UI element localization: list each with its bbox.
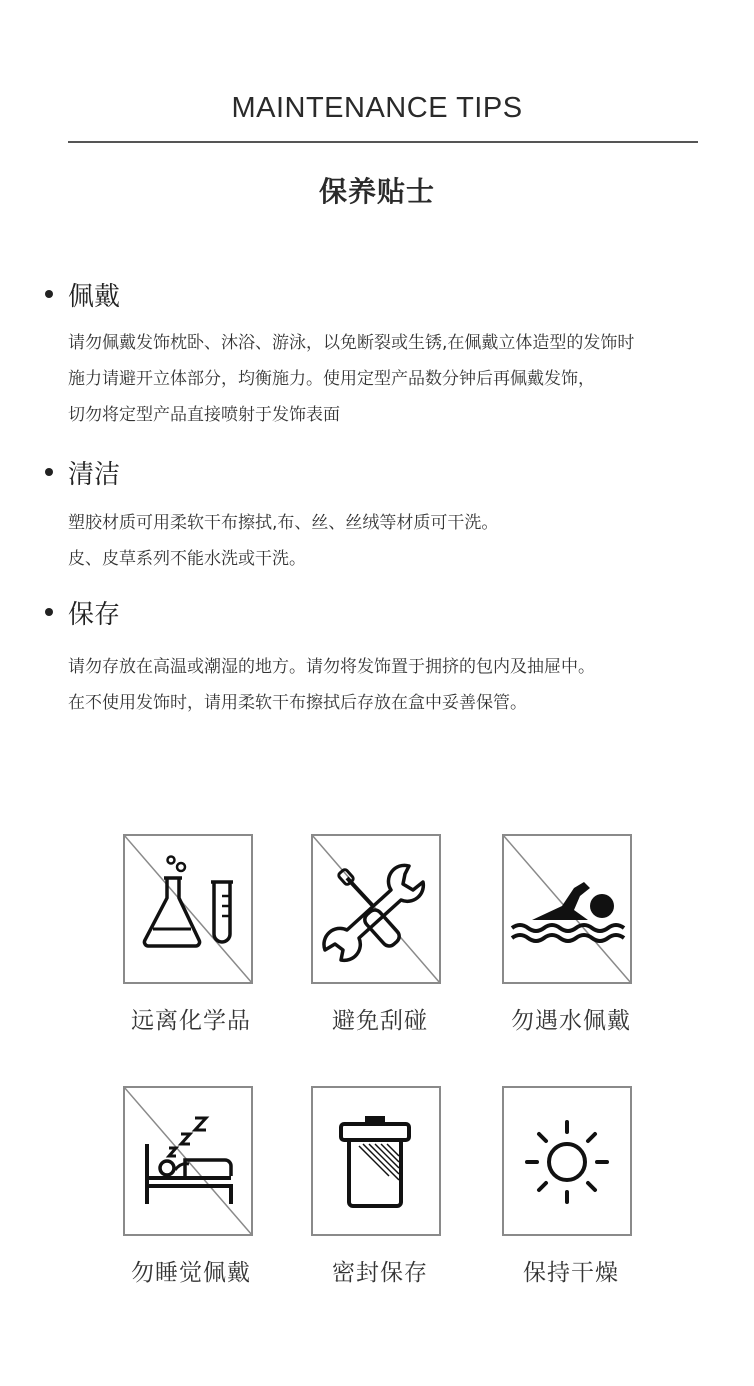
section-storage: [42, 594, 742, 713]
chemical-tile: [123, 834, 253, 982]
section-title: 清洁: [68, 460, 121, 490]
sealed-container-icon: [311, 1086, 441, 1236]
bullet-icon: [45, 608, 53, 616]
icon-caption: 勿睡觉佩戴: [131, 1260, 251, 1286]
chemical-flask-icon: [123, 834, 253, 984]
icon-caption: 保持干燥: [523, 1260, 619, 1286]
page-title-cn: 保养贴士: [318, 175, 435, 208]
section-text-line: 请勿存放在高温或潮湿的地方。请勿将发饰置于拥挤的包内及抽屉中。: [68, 657, 595, 677]
swimmer-icon: [502, 834, 632, 984]
wrench-screwdriver-icon: [311, 834, 441, 984]
section-heading: [42, 454, 742, 494]
sleep-tile: [123, 1086, 253, 1234]
section-title: 佩戴: [68, 282, 121, 312]
section-title: 保存: [68, 600, 121, 630]
section-text-line: 切勿将定型产品直接喷射于发饰表面: [68, 405, 340, 425]
scratch-tile: [311, 834, 441, 982]
section-heading: [42, 276, 742, 316]
section-text-line: 皮、皮草系列不能水洗或干洗。: [68, 549, 306, 569]
sun-icon: [502, 1086, 632, 1236]
sealed-tile: [311, 1086, 441, 1234]
section-cleaning: [42, 454, 742, 569]
section-text-line: 在不使用发饰时，请用柔软干布擦拭后存放在盒中妥善保管。: [68, 693, 527, 713]
icon-caption: 远离化学品: [131, 1008, 251, 1034]
section-heading: [42, 594, 742, 634]
title-divider: [68, 141, 698, 143]
section-text-line: 塑胶材质可用柔软干布擦拭,布、丝、丝绒等材质可干洗。: [68, 513, 499, 533]
water-tile: [502, 834, 632, 982]
dry-tile: [502, 1086, 632, 1234]
section-wearing: [42, 276, 742, 425]
sleep-bed-icon: [123, 1086, 253, 1236]
icon-caption: 密封保存: [332, 1260, 428, 1286]
section-text-line: 施力请避开立体部分，均衡施力。使用定型产品数分钟后再佩戴发饰，: [68, 369, 595, 389]
icon-caption: 勿遇水佩戴: [511, 1008, 631, 1034]
bullet-icon: [45, 290, 53, 298]
page-title-en: MAINTENANCE TIPS: [231, 92, 523, 124]
icon-caption: 避免刮碰: [332, 1008, 428, 1034]
section-text-line: 请勿佩戴发饰枕卧、沐浴、游泳，以免断裂或生锈,在佩戴立体造型的发饰时: [68, 333, 635, 353]
bullet-icon: [45, 468, 53, 476]
